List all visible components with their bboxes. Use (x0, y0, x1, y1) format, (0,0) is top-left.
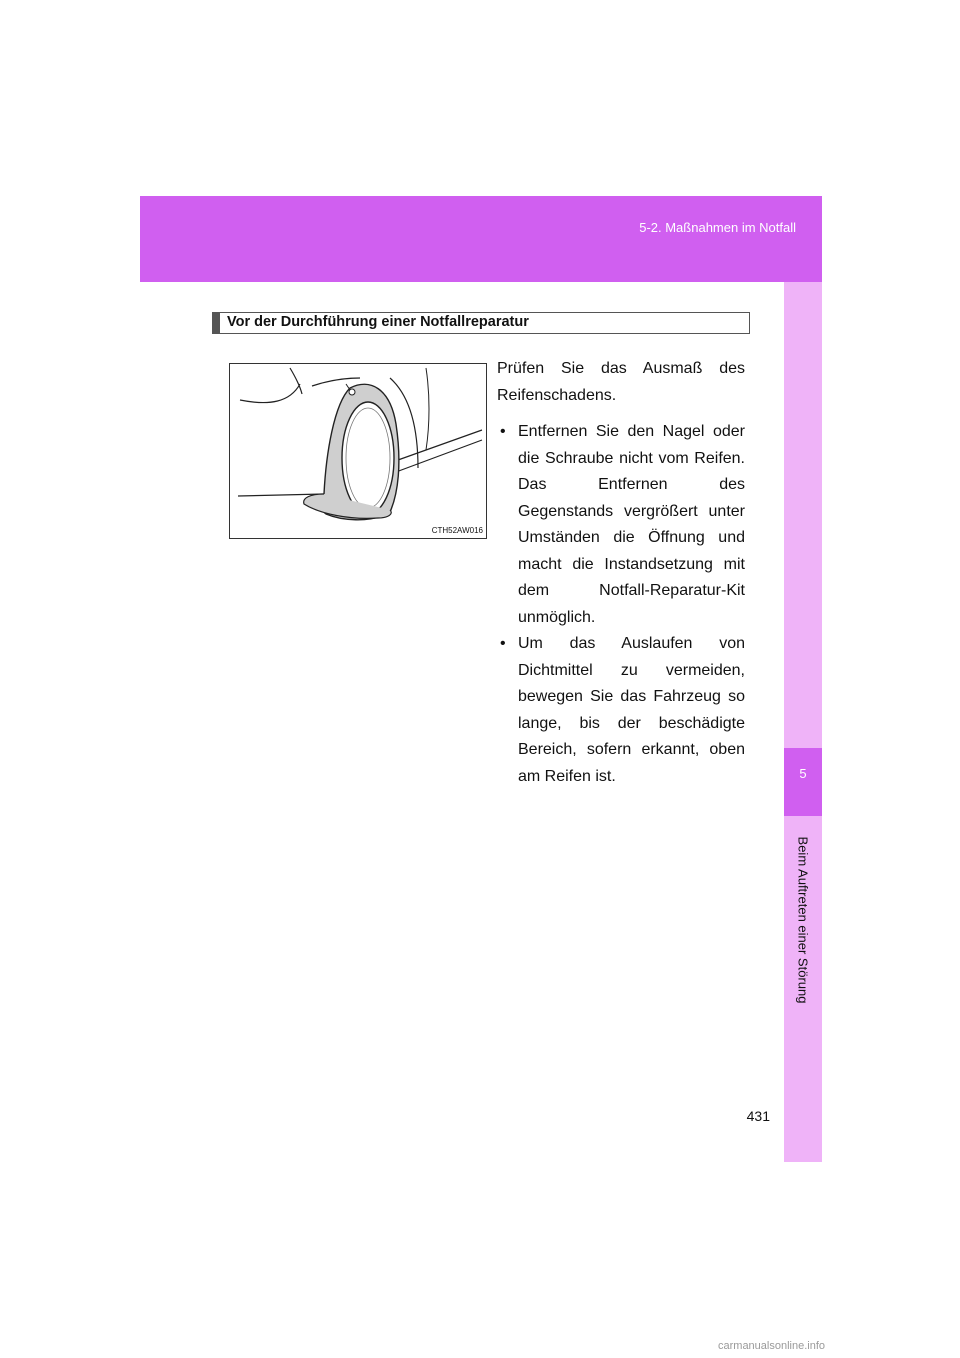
tire-illustration (229, 363, 487, 539)
heading-bar (213, 313, 220, 333)
section-heading-text: Vor der Durchführung einer Notfallreparatur (227, 314, 529, 330)
chapter-number: 5 (799, 766, 807, 781)
chapter-tab (784, 748, 822, 816)
list-item (497, 631, 745, 790)
bullet-icon: • (500, 635, 506, 652)
list-item (497, 419, 745, 631)
section-heading (212, 312, 750, 334)
intro-paragraph: Prüfen Sie das Ausmaß des Reifenschadens. (497, 360, 745, 404)
bullet-text: Um das Auslaufen von Dichtmittel zu vermeiden, bewegen Sie das Fahrzeug so lange, bis der beschädigte Bereich, sofern erkannt, oben am Reifen ist. (518, 635, 745, 785)
chapter-label: Beim Auftreten einer Störung (795, 836, 811, 1004)
header-band (140, 196, 822, 282)
body-text (497, 356, 745, 790)
bullet-icon: • (500, 423, 506, 440)
watermark: carmanualsonline.info (718, 1340, 826, 1352)
section-title: 5-2. Maßnahmen im Notfall (639, 220, 796, 235)
chapter-sidebar (784, 282, 822, 1162)
tire-drawing (230, 364, 486, 538)
figure-code: CTH52AW016 (431, 526, 483, 535)
bullet-text: Entfernen Sie den Nagel oder die Schraube nicht vom Reifen. Das Entfernen des Gegenstands vergrößert unter Umständen die Öffnung und macht die Instandsetzung mit dem Notfall-Reparatur-Kit unmöglich. (518, 423, 745, 626)
page-number: 431 (746, 1108, 770, 1124)
bullet-list (497, 419, 745, 790)
